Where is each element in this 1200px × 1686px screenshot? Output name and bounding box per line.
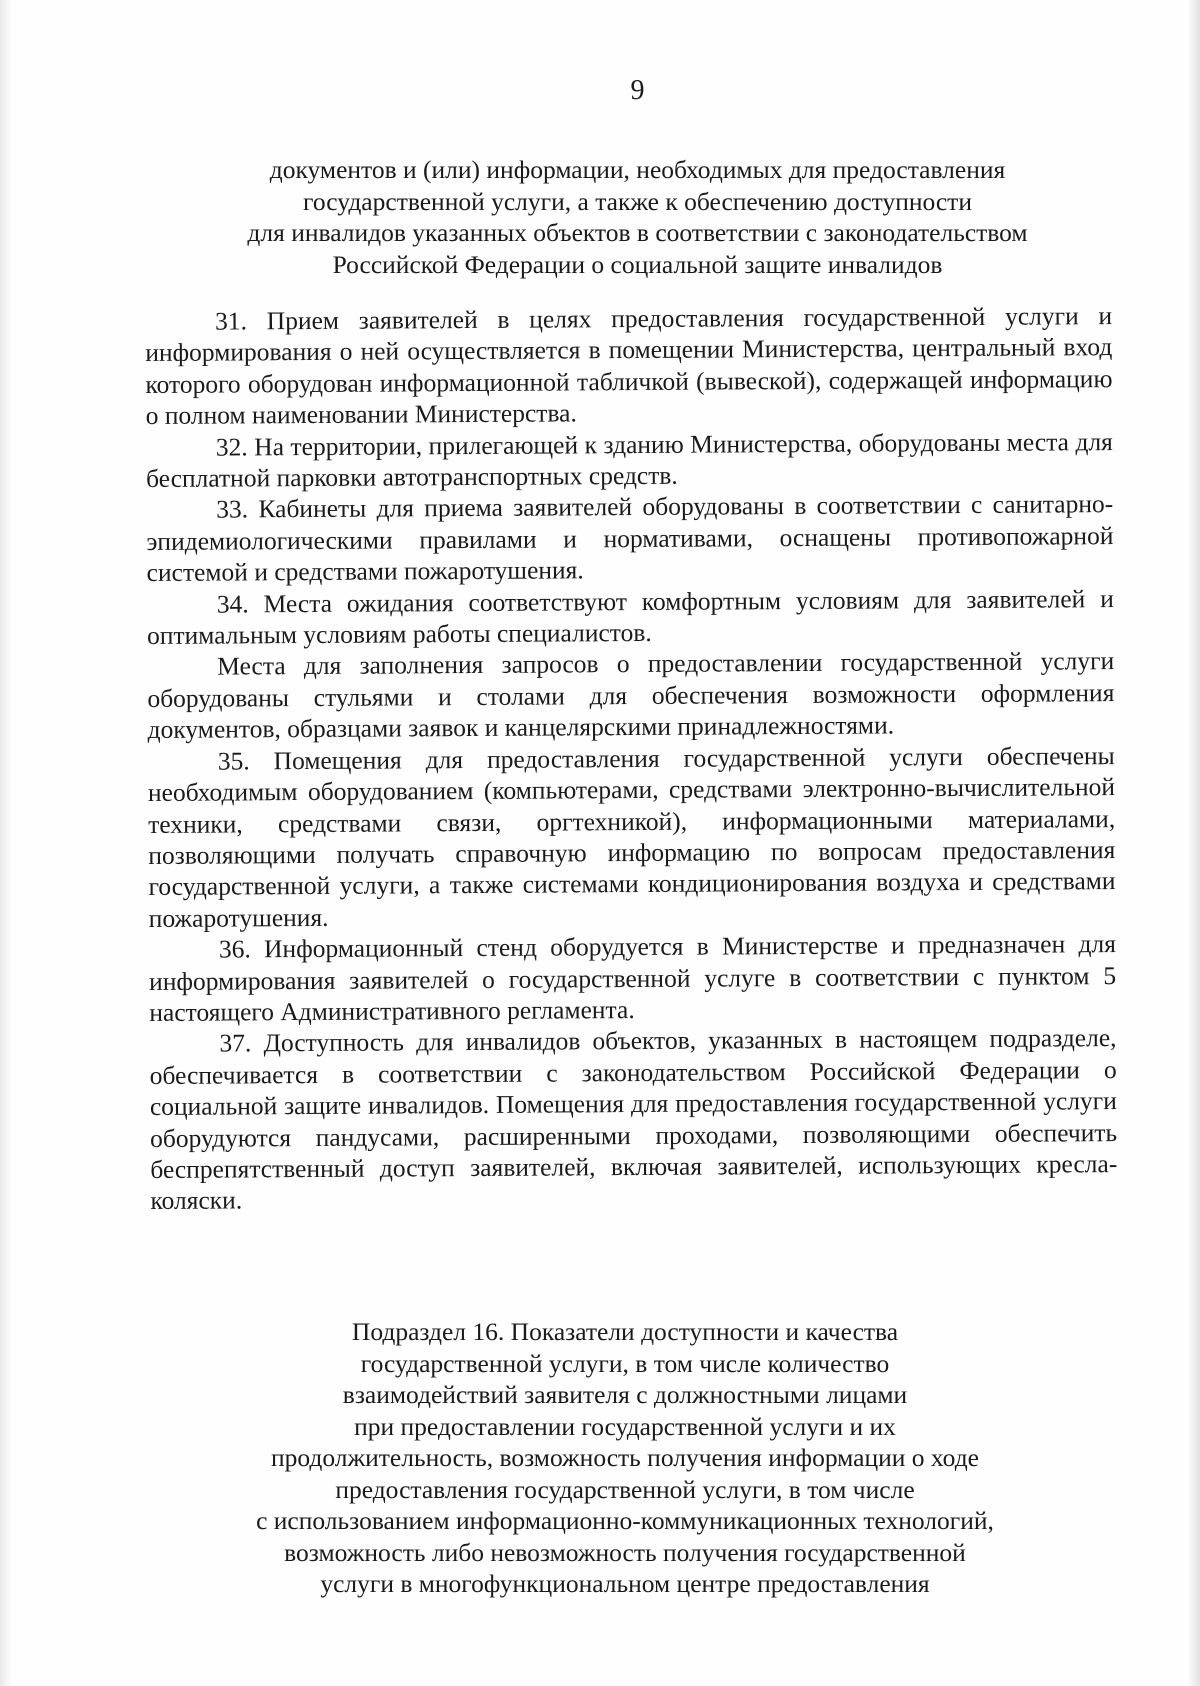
heading-line: государственной услуги, а также к обеспечению доступности xyxy=(303,186,972,216)
heading-line: продолжительность, возможность получения информации о ходе xyxy=(271,1443,979,1472)
heading-line: при предоставлении государственной услуги и их xyxy=(354,1411,896,1441)
page-number: 9 xyxy=(630,75,645,106)
body-text xyxy=(145,300,1118,1217)
subsection-16-heading xyxy=(200,1316,1050,1600)
heading-line: с использованием информационно-коммуникационных технологий, xyxy=(256,1506,994,1535)
heading-line: документов и (или) информации, необходимых для предоставления xyxy=(269,155,1006,184)
heading-line: возможность либо невозможность получения государственной xyxy=(284,1537,966,1567)
heading-line: Российской Федерации о социальной защите инвалидов xyxy=(332,249,943,279)
heading-line: государственной услуги, в том числе количество xyxy=(360,1348,890,1378)
paragraph-36: 36. Информационный стенд оборудуется в Министерстве и предназначен для информирования заявителей о государственной услуге в соответствии с пунктом 5 настоящего Административного регламента. xyxy=(149,929,1117,1027)
heading-line: предоставления государственной услуги, в том числе xyxy=(335,1474,915,1504)
paragraph-33: 33. Кабинеты для приема заявителей оборудованы в соответствии с санитарно-эпидемиологическими правилами и нормативами, оснащены противопожарной системой и средствами пожаротушения. xyxy=(146,489,1114,588)
heading-line: взаимодействий заявителя с должностными лицами xyxy=(342,1380,908,1409)
heading-line: Подраздел 16. Показатели доступности и качества xyxy=(351,1317,899,1346)
heading-line: услуги в многофункциональном центре предоставления xyxy=(320,1569,930,1598)
scan-edge-left xyxy=(0,0,10,1686)
paragraph-34: 34. Места ожидания соответствуют комфортным условиям для заявителей и оптимальным условиям работы специалистов. xyxy=(146,583,1114,651)
paragraph-37: 37. Доступность для инвалидов объектов, указанных в настоящем подразделе, обеспечивается в соответствии с законодательством Российской Федерации о социальной защите инвалидов. Помещения для предоставления государственной услуги оборудуются пандусами, расширенными проходами, позволяющими обеспечить беспрепятственный доступ заявителей, включая заявителей, использующих кресла-коляски. xyxy=(149,1023,1118,1216)
paragraph-31: 31. Прием заявителей в целях предоставления государственной услуги и информирования о ней осуществляется в помещении Министерства, центральный вход которого оборудован информационной табличкой (вывеской), содержащей информацию о полном наименовании Министерства. xyxy=(145,301,1113,431)
paragraph-32: 32. На территории, прилегающей к зданию Министерства, оборудованы места для бесплатной парковки автотранспортных средств. xyxy=(145,426,1113,494)
heading-line: для инвалидов указанных объектов в соответствии с законодательством xyxy=(247,218,1028,247)
section-heading-continuation xyxy=(195,154,1080,280)
paragraph-35: 35. Помещения для предоставления государственной услуги обеспечены необходимым оборудованием (компьютерами, средствами электронно-вычислительной техники, средствами связи, оргтехникой), информационными материалами, позволяющими получать справочную информацию по вопросам предоставления государственной услуги, а также системами кондиционирования воздуха и средствами пожаротушения. xyxy=(147,740,1116,933)
scan-edge-right xyxy=(1188,0,1200,1686)
paragraph-34-continued: Места для заполнения запросов о предоставлении государственной услуги оборудованы стульями и столами для обеспечения возможности оформления документов, образцами заявок и канцелярскими принадлежностями. xyxy=(147,646,1115,745)
